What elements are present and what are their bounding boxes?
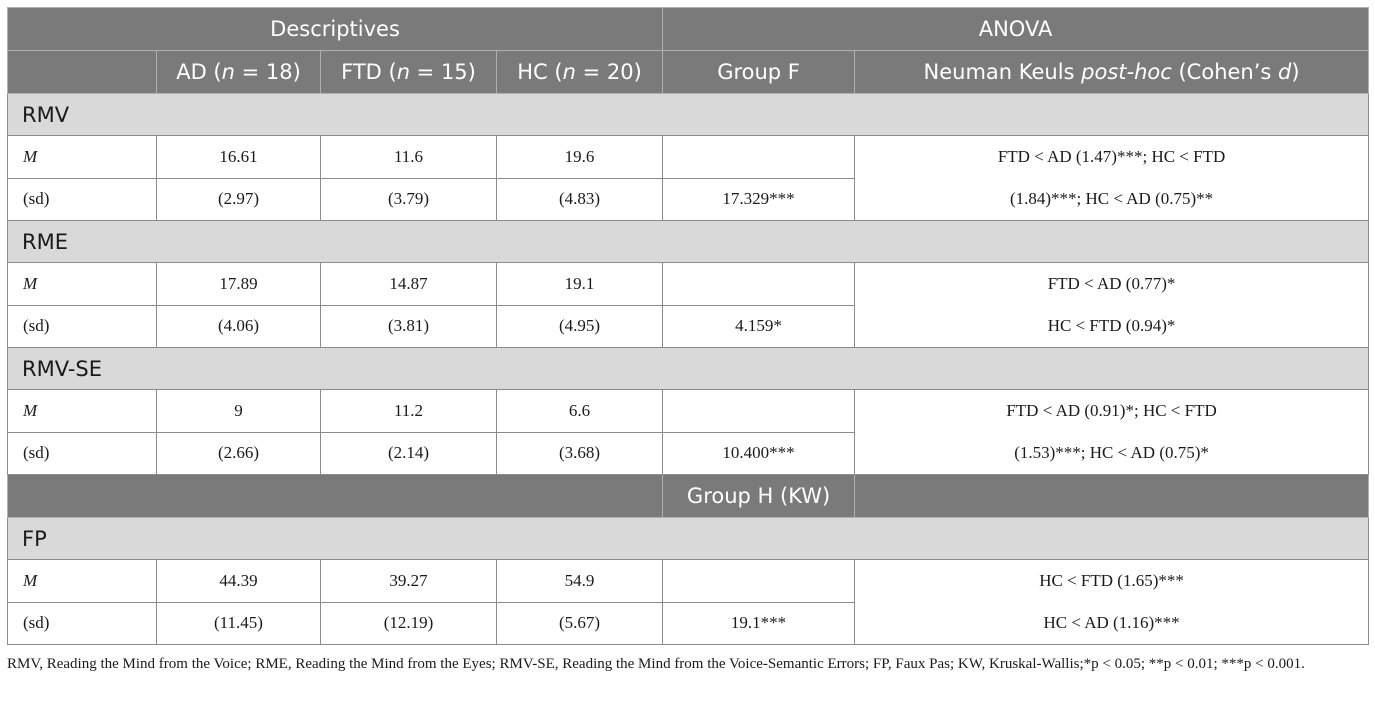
table-row [8,560,1369,603]
cell-ftd-sd: (3.79) [321,178,497,221]
cell-hc-sd: (5.67) [497,602,663,645]
cell-ad-m: 17.89 [157,263,321,306]
row-label-m: M [8,136,157,179]
row-label-sd: (sd) [8,602,157,645]
row-label-sd: (sd) [8,178,157,221]
cell-group-f-blank [663,390,855,433]
table-row [8,263,1369,306]
cell-posthoc: FTD < AD (0.91)*; HC < FTD (1.53)***; HC < AD (0.75)* [855,390,1369,475]
section-row-rme [8,221,1369,263]
header-row-2 [8,51,1369,94]
cell-hc-sd: (4.95) [497,305,663,348]
empty-subheader-cell [855,475,1369,518]
cell-posthoc: FTD < AD (0.77)* HC < FTD (0.94)* [855,263,1369,348]
cell-ftd-m: 11.2 [321,390,497,433]
section-title: RMV [8,94,1369,136]
row-label-sd: (sd) [8,305,157,348]
cell-posthoc: HC < FTD (1.65)*** HC < AD (1.16)*** [855,560,1369,645]
col-header-hc: HC (n = 20) [497,51,663,94]
anova-header: ANOVA [663,8,1369,51]
row-label-sd: (sd) [8,432,157,475]
table-row [8,136,1369,179]
table-footnote: RMV, Reading the Mind from the Voice; RME, Reading the Mind from the Eyes; RMV-SE, Reading the Mind from the Voice-Semantic Errors; FP, Faux Pas; KW, Kruskal-Wallis;*p < 0.05; **p < 0.01; ***p < 0.001. [7,656,1305,672]
cell-ad-sd: (2.66) [157,432,321,475]
col-header-ftd: FTD (n = 15) [321,51,497,94]
cell-hc-m: 54.9 [497,560,663,603]
cell-ftd-sd: (12.19) [321,602,497,645]
cell-ad-m: 9 [157,390,321,433]
group-h-header: Group H (KW) [663,475,855,518]
section-row-rmv [8,94,1369,136]
cell-ftd-sd: (3.81) [321,305,497,348]
cell-group-f-blank [663,136,855,179]
cell-hc-sd: (3.68) [497,432,663,475]
cell-ad-sd: (4.06) [157,305,321,348]
section-title: RME [8,221,1369,263]
section-row-fp [8,518,1369,560]
section-title: RMV-SE [8,348,1369,390]
col-header-group-f: Group F [663,51,855,94]
header-row-1 [8,8,1369,51]
cell-hc-m: 19.6 [497,136,663,179]
row-label-m: M [8,263,157,306]
cell-ad-m: 16.61 [157,136,321,179]
table-row [8,390,1369,433]
row-label-m: M [8,560,157,603]
section-title: FP [8,518,1369,560]
cell-posthoc: FTD < AD (1.47)***; HC < FTD (1.84)***; HC < AD (0.75)** [855,136,1369,221]
cell-group-f: 4.159* [663,305,855,348]
cell-ftd-m: 14.87 [321,263,497,306]
cell-hc-sd: (4.83) [497,178,663,221]
empty-header-cell [8,51,157,94]
section-row-rmv-se [8,348,1369,390]
cell-ftd-m: 39.27 [321,560,497,603]
cell-ad-sd: (11.45) [157,602,321,645]
col-header-posthoc: Neuman Keuls post-hoc (Cohen’s d) [855,51,1369,94]
cell-ftd-sd: (2.14) [321,432,497,475]
cell-group-f: 10.400*** [663,432,855,475]
descriptives-header: Descriptives [8,8,663,51]
cell-group-h: 19.1*** [663,602,855,645]
cell-ftd-m: 11.6 [321,136,497,179]
cell-ad-m: 44.39 [157,560,321,603]
empty-subheader-cell [8,475,663,518]
col-header-ad: AD (n = 18) [157,51,321,94]
cell-group-f: 17.329*** [663,178,855,221]
results-table [7,7,1369,645]
group-h-header-row [8,475,1369,518]
cell-hc-m: 19.1 [497,263,663,306]
row-label-m: M [8,390,157,433]
cell-ad-sd: (2.97) [157,178,321,221]
cell-group-h-blank [663,560,855,603]
cell-group-f-blank [663,263,855,306]
cell-hc-m: 6.6 [497,390,663,433]
